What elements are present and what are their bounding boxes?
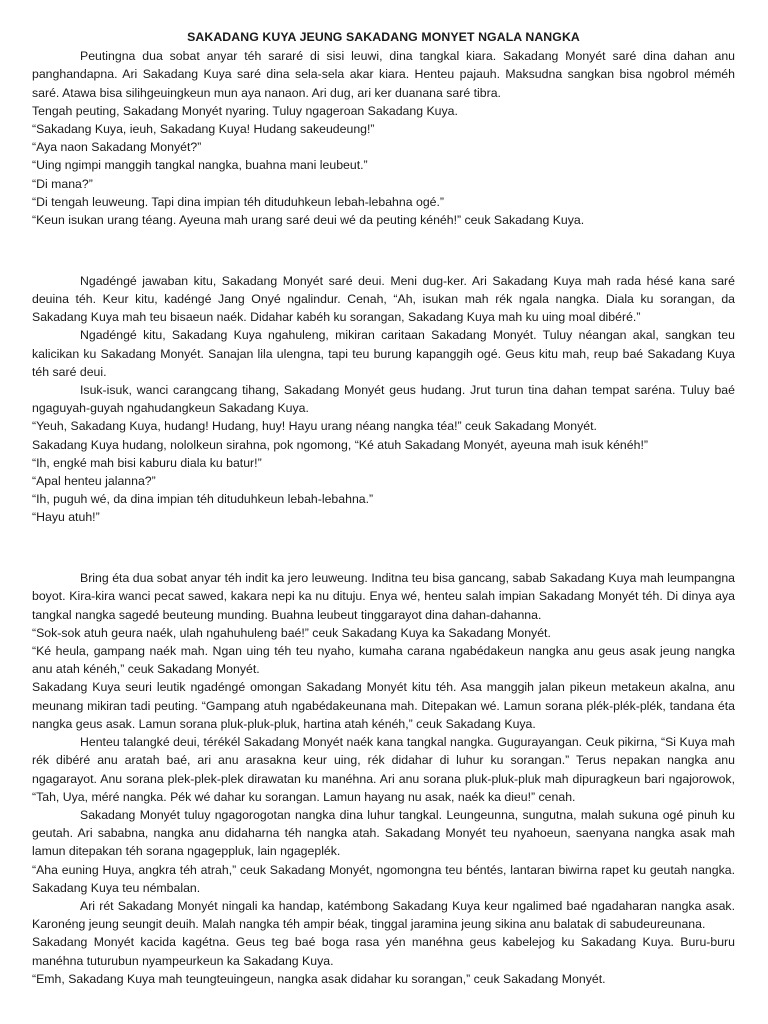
paragraph: Henteu talangké deui, térékél Sakadang Monyét naék kana tangkal nangka. Gugurayangan. Ceuk pikirna, “Si Kuya mah rék dibéré anu aratah baé, ari anu arasakna keur uing, rék didahar di luhur ku sorangan.” Terus nepakan nangka anu ngagarayot. Anu sorana plek-plek-plek dirawatan ku manéhna. Ari anu sorana pluk-pluk-pluk mah dipuragkeun bari ngajorowok, “Tah, Uya, méré nangka. Pék wé dahar ku sorangan. Lamun hayang nu asak, naék ka dieu!” cenah. [32, 735, 735, 804]
paragraph: Isuk-isuk, wanci carangcang tihang, Sakadang Monyét geus hudang. Jrut turun tina dahan tempat saréna. Tuluy baé ngaguyah-guyah ngahudangkeun Sakadang Kuya. [32, 383, 735, 416]
paragraph: Ngadéngé kitu, Sakadang Kuya ngahuleng, mikiran caritaan Sakadang Monyét. Tuluy néangan akal, sangkan teu kalicikan ku Sakadang Monyét. Sanajan lila ulengna, tapi teu burung kapanggih ogé. Geus kitu mah, reup baé Sakadang Kuya téh saré deui. [32, 328, 735, 379]
document-title: SAKADANG KUYA JEUNG SAKADANG MONYET NGALA NANGKA [187, 30, 580, 44]
paragraph: Peutingna dua sobat anyar téh sararé di sisi leuwi, dina tangkal kiara. Sakadang Monyét saré dina dahan anu panghandapna. Ari Sakadang Kuya saré dina sela-sela akar kiara. Henteu pajauh. Maksudna sangkan bisa ngobrol méméh saré. Atawa bisa silihgeuingkeun mun aya nanaon. Ari dug, ari ker duanana saré tibra. [32, 49, 735, 100]
paragraph: Ngadéngé jawaban kitu, Sakadang Monyét saré deui. Meni dug-ker. Ari Sakadang Kuya mah rada hésé kana saré deuina téh. Keur kitu, kadéngé Jang Onyé ngalindur. Cenah, “Ah, isukan mah rék ngala nangka. Diala ku sorangan, da Sakadang Kuya mah teu bisaeun naék. Didahar kabéh ku sorangan, Sakadang Kuya mah ku uing moal dibéré.” [32, 273, 735, 325]
paragraph: “Ké heula, gampang naék mah. Ngan uing téh teu nyaho, kumaha carana ngabédakeun nangka anu geus asak jeung nangka anu atah kénéh,” ceuk Sakadang Monyét. [32, 644, 735, 677]
document-body [32, 47, 735, 988]
paragraph: “Ih, engké mah bisi kaburu diala ku batur!” [32, 455, 262, 470]
paragraph: “Keun isukan urang téang. Ayeuna mah urang saré deui wé da peuting kénéh!” ceuk Sakadang Kuya. [32, 213, 585, 228]
paragraph: Ari rét Sakadang Monyét ningali ka handap, katémbong Sakadang Kuya keur ngalimed baé ngadaharan nangka asak. Karonéng jeung seungit deuih. Malah nangka téh ampir béak, tinggal jaramina jeung sikina anu balatak di sabudeureunana. [32, 898, 735, 932]
paragraph: Sakadang Kuya hudang, nololkeun sirahna, pok ngomong, “Ké atuh Sakadang Monyét, ayeuna mah isuk kénéh!” [32, 437, 648, 452]
paragraph: Sakadang Monyét tuluy ngagorogotan nangka dina luhur tangkal. Leungeunna, sungutna, malah sukuna ogé pinuh ku geutah. Ari sababna, nangka anu didaharna téh nangka atah. Sakadang Monyét teu nyahoeun, saenyana nangka asak mah lamun ditepakan téh sorana ngageppluk, lain ngageplék. [32, 807, 735, 859]
paragraph: “Hayu atuh!” [32, 510, 100, 525]
paragraph: “Sok-sok atuh geura naék, ulah ngahuhuleng baé!” ceuk Sakadang Kuya ka Sakadang Monyét. [32, 625, 551, 640]
paragraph: Sakadang Monyét kacida kagétna. Geus teg baé boga rasa yén manéhna geus kabelejog ku Sakadang Kuya. Buru-buru manéhna tuturubun nyampeurkeun ka Sakadang Kuya. [32, 935, 735, 968]
paragraph: “Aha euning Huya, angkra téh atrah,” ceuk Sakadang Monyét, ngomongna teu béntés, lantaran biwirna rapet ku geutah nangka. Sakadang Kuya teu némbalan. [32, 862, 735, 895]
paragraph: Bring éta dua sobat anyar téh indit ka jero leuweung. Inditna teu bisa gancang, sabab Sakadang Kuya mah leumpangna boyot. Kira-kira wanci pecat sawed, kakara nepi ka nu dituju. Enya wé, henteu salah impian Sakadang Monyét téh. Di dinya aya tangkal nangka sagedé beuteung munding. Buahna leubeut tinggarayot dina dahan-dahanna. [32, 571, 735, 622]
paragraph-spacer [32, 539, 735, 557]
paragraph: “Uing ngimpi manggih tangkal nangka, buahna mani leubeut.” [32, 158, 368, 173]
paragraph: “Di mana?” [32, 176, 93, 191]
paragraph: “Di tengah leuweung. Tapi dina impian téh dituduhkeun lebah-lebahna ogé.” [32, 194, 445, 209]
paragraph: “Ih, puguh wé, da dina impian téh dituduhkeun lebah-lebahna.” [32, 492, 374, 507]
paragraph: “Emh, Sakadang Kuya mah teungteuingeun, nangka asak didahar ku sorangan,” ceuk Sakadang Monyét. [32, 971, 606, 986]
paragraph-spacer [32, 242, 735, 260]
paragraph: Sakadang Kuya seuri leutik ngadéngé omongan Sakadang Monyét kitu téh. Asa manggih jalan pikeun metakeun akalna, anu meunang mikiran tadi peuting. “Gampang atuh ngabédakeunana mah. Ditepakan wé. Lamun sorana plék-plék-plék, tandana éta nangka geus asak. Lamun sorana pluk-pluk-pluk, hartina atah kénéh,” ceuk Sakadang Kuya. [32, 680, 735, 731]
paragraph: “Yeuh, Sakadang Kuya, hudang! Hudang, huy! Hayu urang néang nangka téa!” ceuk Sakadang Monyét. [32, 419, 597, 434]
paragraph: “Sakadang Kuya, ieuh, Sakadang Kuya! Hudang sakeudeung!” [32, 122, 375, 137]
paragraph: “Aya naon Sakadang Monyét?” [32, 140, 202, 155]
paragraph: “Apal henteu jalanna?” [32, 474, 156, 489]
paragraph: Tengah peuting, Sakadang Monyét nyaring. Tuluy ngageroan Sakadang Kuya. [32, 103, 458, 118]
